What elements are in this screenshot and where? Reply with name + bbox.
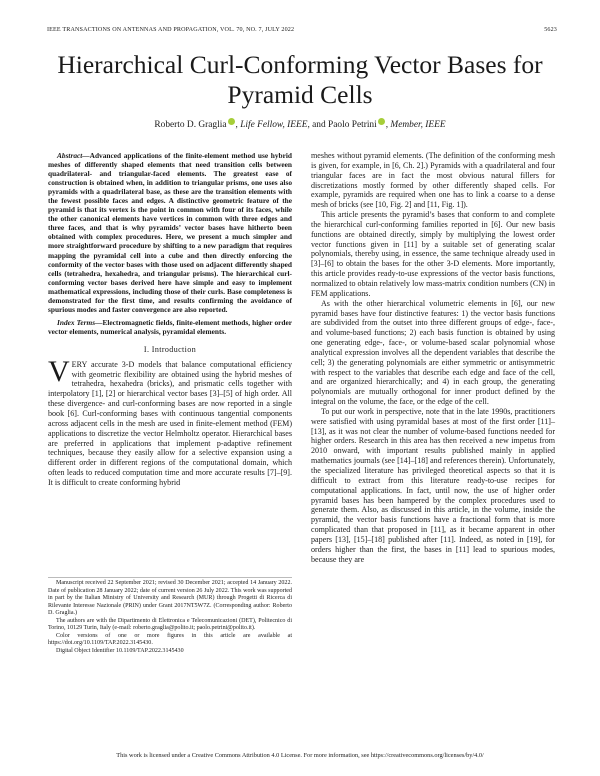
orcid-icon[interactable] [228, 118, 235, 125]
author-2-role: Member, IEEE [390, 120, 446, 130]
index-terms-lead: Index Terms— [57, 317, 103, 327]
footnote-color: Color versions of one or more figures in this article are available at https://doi.org/10.1109/TAP.2022.3145430. [48, 632, 292, 647]
author-connector: , and [307, 120, 329, 130]
author-1-name: Roberto D. Graglia [154, 120, 227, 130]
index-terms-text: Electromagnetic fields, finite-element methods, higher order vector elements, numerical analysis, pyramidal elements. [48, 317, 292, 336]
index-terms [48, 318, 292, 336]
paper-title: Hierarchical Curl-Conforming Vector Bases for Pyramid Cells [57, 50, 543, 109]
right-paragraph-4: To put our work in perspective, note that in the late 1990s, practitioners were satisfied with using pyramidal bases at most of the first order [11]–[13], as it was not clear the number of volume-based functions needed for higher orders. Research in this area has then received a new impetus from 2010 onward, with important results published mainly in applied mathematics journals (see [14]–[18] and references therein). Unfortunately, the specialized literature has privileged theoretical aspects so that it is difficult to extract from this literature ready-to-use recipes for computational applications. In fact, until now, the use of higher order pyramid bases has been hampered by the complex procedures used to generate them. Also, as discussed in this article, in the volume, inside the pyramid, the vector basis functions have a fractional form that is more complicated than that proposed in [11], as it became apparent in other papers [13], [15]–[18] published after [11]. Indeed, as noted in [19], for orders higher than the first, the bases in [11] lead to spurious modes, because they are [311, 406, 555, 564]
orcid-icon[interactable] [378, 118, 385, 125]
right-paragraph-3: As with the other hierarchical volumetric elements in [6], our new pyramid bases have four distinctive features: 1) the vector basis functions are subdivided from the outset into three different groups of edge-, face-, and volume-based functions; 2) each basis function is obtained by using one generating edge-, face-, or volume-based scalar polynomial whose analytical expression involves all the dependent variables that describe the cell; 3) the generating polynomials are either symmetric or antisymmetric with respect to the variables that describe each edge and face of the cell, and are organized hierarchically; and 4) in each group, the generating polynomials are mutually orthogonal for inner product defined by the integral on the volume, the face, or the edge of the cell. [311, 298, 555, 407]
left-column [48, 151, 292, 488]
abstract [48, 151, 292, 314]
right-column [311, 151, 555, 564]
license-footer: This work is licensed under a Creative Commons Attribution 4.0 License. For more information, see https://creativecommons.org/licenses/by/4.0/ [116, 752, 484, 759]
footnote-doi: Digital Object Identifier 10.1109/TAP.2022.3145430 [56, 647, 184, 654]
right-paragraph-2: This article presents the pyramid’s bases that conform to and complete the hierarchical curl-conforming families reported in [6]. Our new basis functions are obtained directly, simply by multiplying the lowest order vector functions given in [11] by a suitable set of generating scalar polynomials, thereby using, in essence, the same technique already used in [3]–[6] to obtain the bases for the other 3-D elements. More importantly, this article provides ready-to-use expressions of the vector basis functions, normalized to obtain relatively low mass-matrix condition numbers (CN) in FEM applications. [311, 210, 555, 298]
author-2-name: Paolo Petrini [328, 120, 377, 130]
page-number: 5623 [544, 27, 557, 33]
abstract-text: Advanced applications of the finite-element method use hybrid meshes of differently shaped elements that need transition cells between quadrilateral- and triangular-faced elements. The greatest ease of construction is obtained when, in addition to triangular prisms, one uses also pyramids with a quadrilateral base, as these are the transition elements with the fewest possible faces and edges. A distinctive geometric feature of the pyramid is that its vertex is the point in common with four of its faces, while the other canonical elements have vertices in common with three edges and three faces, and that is why pyramids’ vector bases have hitherto been obtained with complex procedures. Here, we present a much simpler and more straightforward procedure by shifting to a new paradigm that requires mapping the pyramidal cell into a cube and then directly enforcing the conformity of the vector bases with those used on adjacent differently shaped cells (tetrahedra, hexahedra, and triangular prisms). The hierarchical curl-conforming vector bases derived here have simple and easy to implement mathematical expressions, including those of their curls. Base completeness is demonstrated for the first time, and results confirming the avoidance of spurious modes and faster convergence are also reported. [48, 151, 292, 314]
intro-paragraph [48, 354, 292, 488]
footnote-manuscript: Manuscript received 22 September 2021; revised 30 December 2021; accepted 14 January 2022. Date of publication 28 January 2022; date of current version 26 July 2022. This work was supported in part by the Italian Ministry of University and Research (MUR) through Progetti di Ricerca di Rilevante Interesse Nazionale (PRIN) under Grant 2017NT5W7Z. (Corresponding author: Roberto D. Graglia.) [48, 580, 292, 617]
running-header [47, 27, 557, 33]
intro-text: ERY accurate 3-D models that balance computational efficiency with geometric flexibility are obtained using the hybrid meshes of tetrahedra, hexahedra (bricks), and prismatic cells together with interpolatory [1], [2] or hierarchical vector bases [3]–[5] of high order. All these divergence- and curl-conforming bases are now reported in a single book [6]. Curl-conforming bases with continuous tangential components across adjacent cells in the mesh are used in finite-element method (FEM) applications to discretize the vector Helmholtz operator. Hierarchical bases are preferred in applications that implement p-adaptive refinement techniques, because they easily allow for a selective expansion using a different order in different regions of the computational domain, which often leads to reduced computation time and more accurate results [7]–[9]. It is difficult to create conforming hybrid [48, 359, 292, 487]
footnote-affiliation: The authors are with the Dipartimento di Elettronica e Telecomunicazioni (DET), Politecnico di Torino, 10129 Turin, Italy (e-mail: roberto.graglia@polito.it; paolo.petrini@polito.it). [48, 617, 292, 632]
author-line: Roberto D. Graglia , Life Fellow, IEEE, and Paolo Petrini , Member, IEEE [154, 120, 446, 130]
right-paragraph-1: meshes without pyramid elements. (The definition of the conforming mesh is given, for example, in [6, Ch. 2].) Pyramids with a quadrilateral and four triangular faces are in fact the most obvious natural fillers for discretizations mostly formed by other differently shaped cells. For example, pyramids are required when one has to link a coarse to a dense mesh of bricks (see [10, Fig. 2] and [11, Fig. 1]). [311, 151, 555, 210]
footnotes [48, 577, 292, 655]
abstract-lead: Abstract— [57, 151, 90, 160]
section-heading: I. Introduction [143, 344, 197, 354]
author-1-role: Life Fellow, IEEE [240, 120, 308, 130]
journal-name: IEEE TRANSACTIONS ON ANTENNAS AND PROPAGATION, VOL. 70, NO. 7, JULY 2022 [47, 27, 295, 33]
drop-cap: V [48, 354, 70, 388]
